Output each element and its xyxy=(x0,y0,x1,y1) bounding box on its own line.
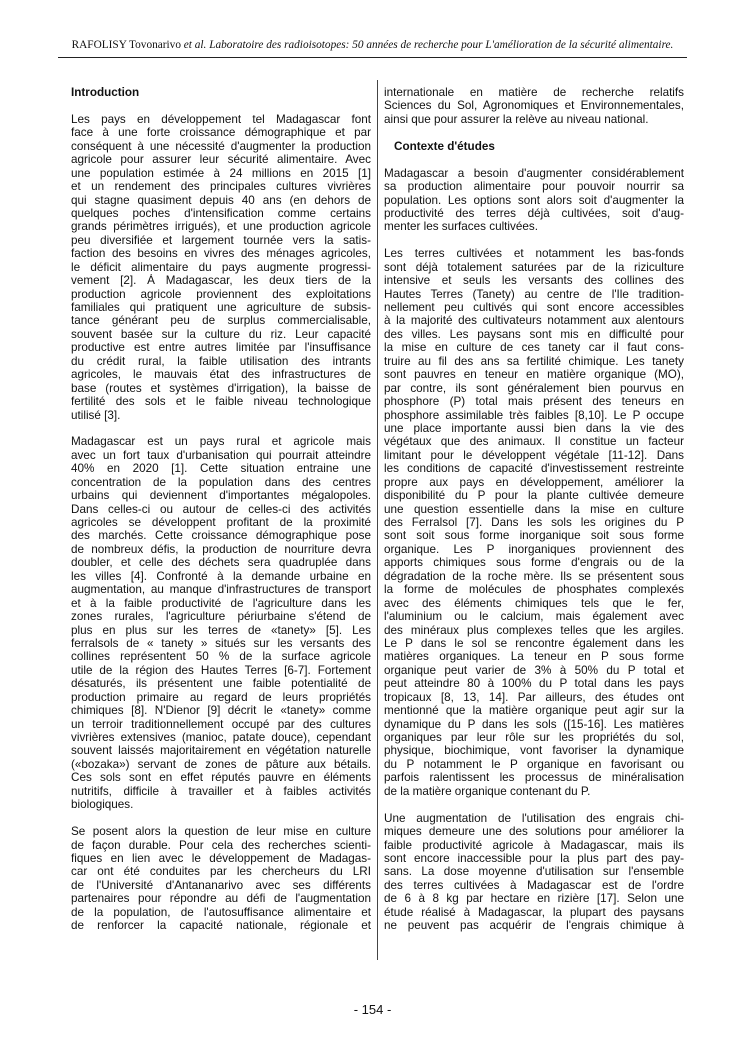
left-column xyxy=(71,86,371,933)
text-line: organique peut varier de 3% à 50% du P total et xyxy=(384,663,684,677)
text-line: physique, biochimique, vont favoriser la dynamique xyxy=(384,744,684,758)
text-line: désaturés, ils présentent une faible potentialité de xyxy=(71,677,371,691)
text-line: de nombreux défis, la production de nourriture devra xyxy=(71,542,371,556)
text-line: Les terres cultivées et notamment les bas-fonds xyxy=(384,247,684,261)
text-line: avec un fort taux d'urbanisation qui pourrait atteindre xyxy=(71,448,371,462)
text-line: ne peuvent pas acquérir de l'engrais chimique à xyxy=(384,919,684,933)
text-line: phosphore assimilable très faibles [8,10]. Le P occupe xyxy=(384,408,684,422)
text-line: population. Les options sont alors soit d'augmenter la xyxy=(384,193,684,207)
text-line: du crédit rural, la faible utilisation des intrants xyxy=(71,354,371,368)
text-line: apports chimiques sous forme d'engrais ou de la xyxy=(384,556,684,570)
paragraph xyxy=(71,825,371,933)
paragraph xyxy=(384,167,684,234)
header-authors: RAFOLISY Tovonarivo xyxy=(71,39,181,51)
text-line: conséquent à une nécessité d'augmenter la production xyxy=(71,139,371,153)
text-line: car ont été conduites par les chercheurs du LRI xyxy=(71,865,371,879)
text-line: utilisé [3]. xyxy=(71,408,121,422)
text-line: de la population, de l'autosuffisance alimentaire et xyxy=(71,905,371,919)
text-line: tance générant peu de surplus commercialisable, xyxy=(71,314,371,328)
text-line: vement [2]. À Madagascar, les deux tiers de la xyxy=(71,274,371,288)
text-line: miques demeure une des solutions pour améliorer la xyxy=(384,825,684,839)
text-line: («bozaka») servant de zones de pâture aux bétails. xyxy=(71,757,371,771)
text-line: limitant pour le développent végétale [11-12]. Dans xyxy=(384,448,684,462)
text-line: organiques par leur rôle sur les propriétés du sol, xyxy=(384,731,684,744)
header-etal: et al. xyxy=(183,39,207,51)
text-line: peut atteindre 80 à 100% du P total dans les pays xyxy=(384,677,684,691)
text-line: avec des éléments chimiques tels que le fer, xyxy=(384,596,684,610)
text-line: Dans celles-ci ou autour de celles-ci des activités xyxy=(71,502,371,516)
text-line: matières organiques. La teneur en P sous forme xyxy=(384,650,684,664)
text-line: des terres cultivées à Madagascar est de l'ordre xyxy=(384,878,684,892)
text-line: grands périmètres irrigués), et une production agricole xyxy=(71,220,371,234)
column-divider xyxy=(377,80,378,960)
text-line: sont pauvres en teneur en matière organique (MO), xyxy=(384,368,684,382)
text-line: du P notamment le P organique en favorisant ou xyxy=(384,757,684,771)
text-line: souvent basée sur la culture du riz. Leur capacité xyxy=(71,327,371,341)
text-line: organique. Les P inorganiques proviennent des xyxy=(384,542,684,556)
text-line: ferralsols de « tanety » situés sur les versants des xyxy=(71,636,371,650)
text-line: sans. La dose moyenne d'utilisation sur l'ensemble xyxy=(384,865,684,879)
paragraph xyxy=(384,86,684,126)
text-line: une question essentielle dans la mise en culture xyxy=(384,502,684,516)
text-line: des marchés. Cette croissance démographique pose xyxy=(71,529,371,543)
text-line: agricole pour assurer leur sécurité alimentaire. Avec xyxy=(71,153,371,167)
text-line: étude réalisé à Madagascar, la plupart des paysans xyxy=(384,905,684,919)
text-line: zones rurales, l'agriculture périurbaine s'étend de xyxy=(71,610,371,624)
text-line: plus en plus sur les terres de «tanety» [5]. Les xyxy=(71,623,371,637)
text-line: les villes [4]. Confronté à la demande urbaine en xyxy=(71,569,371,583)
text-line: dégradation de la roche mère. Ils se présentent sous xyxy=(384,569,684,583)
text-line: de la matière organique contenant du P. xyxy=(384,784,591,798)
text-line: fiques en lien avec le développement de Madagas- xyxy=(71,851,371,865)
text-line: et un rendement des principales cultures vivrières xyxy=(71,180,371,194)
text-line: qui stagne quasiment depuis 40 ans (en dehors de xyxy=(71,193,371,207)
text-line: un terroir traditionnellement occupé par des cultures xyxy=(71,717,371,731)
text-line: propre aux pays en développement, améliorer la xyxy=(384,475,684,489)
text-line: fertilité des sols et le faible niveau technologique xyxy=(71,395,371,409)
text-line: 40% en 2020 [1]. Cette situation entraine une xyxy=(71,462,371,476)
text-line: urbains qui deviennent d'importantes mégalopoles. xyxy=(71,489,371,503)
text-line: nellement peu cultivés qui sont encore accessibles xyxy=(384,301,684,314)
text-line: production agricole proviennent des exploitations xyxy=(71,287,371,301)
text-line: Les pays en développement tel Madagascar font xyxy=(71,112,371,126)
header-rule xyxy=(58,57,687,58)
text-line: parfois ralentissent les processus de minéralisation xyxy=(384,771,684,785)
text-line: Madagascar est un pays rural et agricole mais xyxy=(71,435,371,449)
paragraph xyxy=(71,113,371,422)
text-line: menter les surfaces cultivées. xyxy=(384,220,538,234)
text-line: biologiques. xyxy=(71,798,134,812)
text-line: l'aluminium ou le calcium, mais également avec xyxy=(384,610,684,624)
text-line: doubler, et celle des déchets sera quadruplée dans xyxy=(71,556,371,570)
text-line: Le P dans le sol se rencontre également dans les xyxy=(384,636,684,650)
text-line: disponibilité du P pour la plante cultivée demeure xyxy=(384,489,684,503)
text-line: de l'Université d'Antananarivo avec ses différents xyxy=(71,878,371,892)
section-heading-contexte: Contexte d'études xyxy=(394,139,495,153)
text-line: faible productivité agricole à Madagascar, mais ils xyxy=(384,838,684,852)
text-line: sont soit sous forme inorganique soit sous forme xyxy=(384,529,684,543)
text-line: mentionné que la matière organique peut agir sur la xyxy=(384,704,684,718)
text-line: tropicaux [8, 13, 14]. Par ailleurs, des études ont xyxy=(384,690,684,704)
text-line: ainsi que pour assurer la relève au niveau national. xyxy=(384,112,649,126)
paragraph xyxy=(384,247,684,798)
text-line: et à la faible productivité de l'agriculture dans les xyxy=(71,596,371,610)
text-line: quelques poches d'intensification comme certains xyxy=(71,206,371,220)
text-line: faction des besoins en vivres des ménages agricoles, xyxy=(71,247,371,261)
text-line: intensive et seuls les versants des collines des xyxy=(384,274,684,288)
text-line: végétaux que des animaux. Il constitue un facteur xyxy=(384,435,684,449)
text-line: vivrières extensives (manioc, patate douce), cependant xyxy=(71,731,371,744)
text-line: phosphore (P) total mais présent des teneurs en xyxy=(384,395,684,409)
text-line: base (routes et systèmes d'irrigation), la baisse de xyxy=(71,381,371,395)
text-line: sont encore inaccessible pour la plus part des pay- xyxy=(384,851,684,865)
text-line: utile de la région des Hautes Terres [6-7]. Fortement xyxy=(71,663,371,677)
text-line: production primaire au regard de leurs propriétés xyxy=(71,690,371,704)
text-line: sa production alimentaire pour pouvoir nourrir sa xyxy=(384,180,684,194)
text-line: chimiques [8]. N'Dienor [9] décrit le «tanety» comme xyxy=(71,704,371,718)
text-line: de façon durable. Pour cela des recherches scienti- xyxy=(71,838,371,852)
text-line: le déficit alimentaire du pays augmente progressi- xyxy=(71,260,371,274)
paragraph xyxy=(384,812,684,933)
right-column xyxy=(384,86,684,933)
text-line: une population estimée à 24 millions en 2015 [1] xyxy=(71,166,371,180)
text-line: peu diversifiée et largement tournée vers la satis- xyxy=(71,233,371,247)
text-line: les conditions de capacité d'investissement restreinte xyxy=(384,462,684,476)
text-line: concentration de la population dans des centres xyxy=(71,475,371,489)
text-line: une place importante aussi bien dans la vie des xyxy=(384,421,684,435)
text-line: souvent laissés majoritairement en végétation naturelle xyxy=(71,744,371,758)
text-line: productivité des terres déjà cultivées, soit d'aug- xyxy=(384,206,684,220)
header-title: Laboratoire des radioisotopes: 50 années de recherche pour L'amélioration de la sécurité alimentaire. xyxy=(209,39,674,51)
text-line: la forme de molécules de phosphates complexés xyxy=(384,583,684,597)
text-line: agricoles, le mauvais état des infrastructures de xyxy=(71,368,371,382)
text-line: à la majorité des cultivateurs notamment aux alentours xyxy=(384,314,684,328)
text-line: de renforcer la capacité nationale, régionale et xyxy=(71,919,371,933)
text-line: Madagascar a besoin d'augmenter considérablement xyxy=(384,166,684,180)
text-line: familiales qui pratiquent une agriculture de subsis- xyxy=(71,301,371,314)
text-line: par contre, ils sont généralement bien pourvus en xyxy=(384,381,684,395)
text-line: Sciences du Sol, Agronomiques et Environnementales, xyxy=(384,99,684,113)
text-line: nutritifs, difficile à travailler et à faibles activités xyxy=(71,784,371,798)
running-header xyxy=(58,38,687,52)
text-line: la mise en culture de ces tanety car il faut cons- xyxy=(384,341,684,355)
text-line: des minéraux plus complexes telles que les argiles. xyxy=(384,623,684,637)
text-line: Ces sols sont en effet réputés pauvre en éléments xyxy=(71,771,371,785)
text-line: des villes. Les paysans sont mis en difficulté pour xyxy=(384,327,684,341)
section-heading-introduction: Introduction xyxy=(71,86,140,99)
text-line: des Ferralsol [7]. Dans les sols les origines du P xyxy=(384,516,684,529)
text-line: Hautes Terres (Tanety) au centre de l'Ile tradition- xyxy=(384,287,684,301)
page-number: - 154 - xyxy=(353,1002,392,1017)
text-line: internationale en matière de recherche relatifs xyxy=(384,86,684,99)
text-line: de 6 à 8 kg par hectare en rizière [17]. Selon une xyxy=(384,892,684,906)
text-line: sont déjà totalement saturées par de la riziculture xyxy=(384,260,684,274)
text-line: augmentation, au manque d'infrastructures de transport xyxy=(71,583,371,597)
text-line: partenaires pour répondre au défi de l'augmentation xyxy=(71,892,371,906)
text-line: face à une forte croissance démographique et par xyxy=(71,126,371,140)
text-line: agricoles se développent profitant de la proximité xyxy=(71,516,371,529)
text-line: productive est entre autres limitée par l'insuffisance xyxy=(71,341,371,355)
text-line: Une augmentation de l'utilisation des engrais chi- xyxy=(384,811,684,825)
text-line: collines représentent 50 % de la surface agricole xyxy=(71,650,371,664)
text-line: dynamique du P dans les sols ([15-16]. Les matières xyxy=(384,717,684,731)
text-line: Se posent alors la question de leur mise en culture xyxy=(71,825,371,839)
text-line: truire au fil des ans sa fertilité chimique. Les tanety xyxy=(384,354,684,368)
paragraph xyxy=(71,435,371,811)
